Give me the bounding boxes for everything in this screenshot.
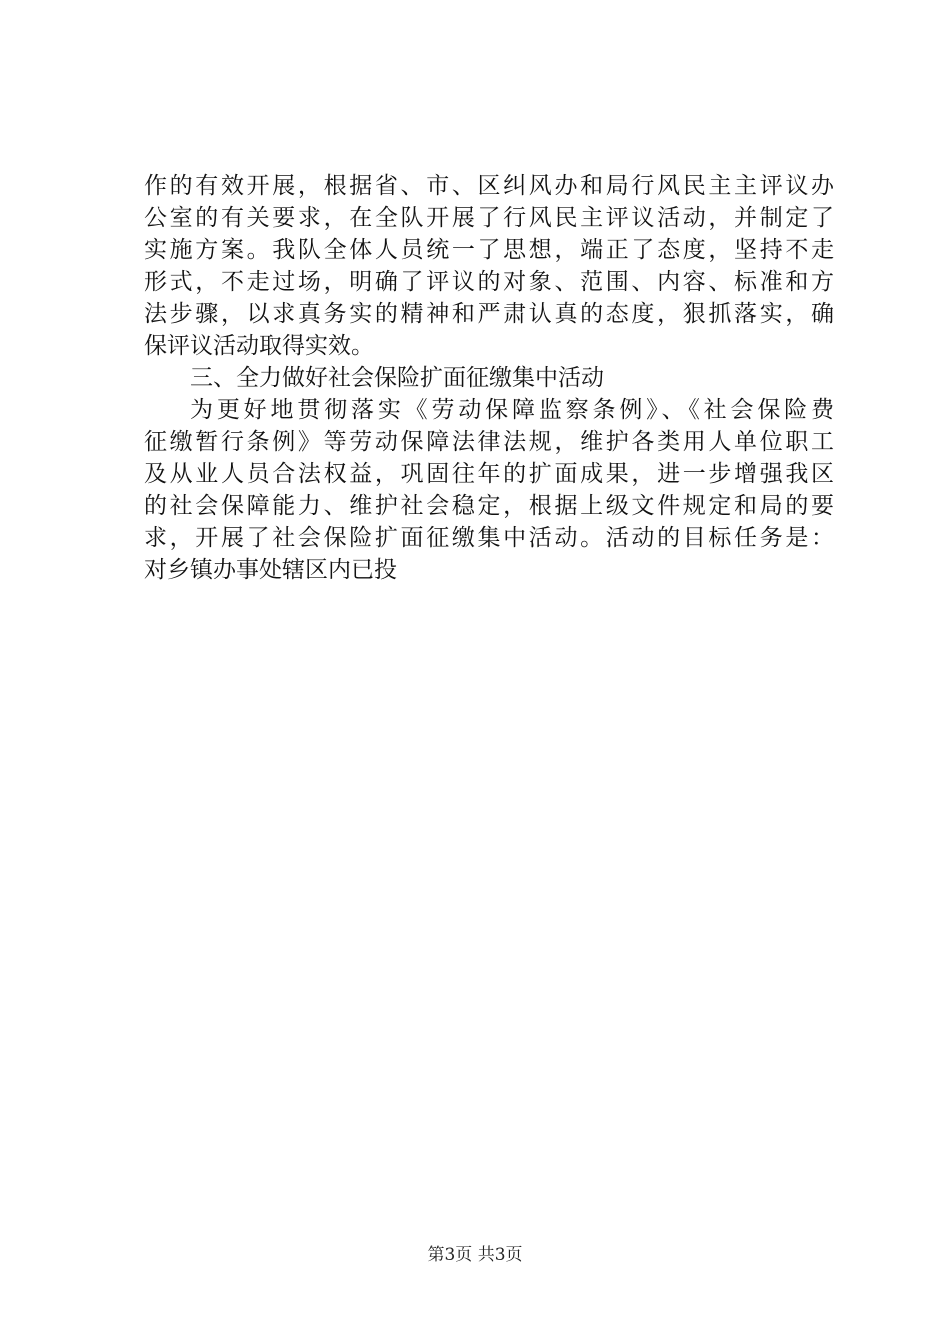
- paragraph-line: 征缴暂行条例》等劳动保障法律法规，维护各类用人单位职工: [144, 429, 834, 455]
- paragraph-line: 公室的有关要求，在全队开展了行风民主评议活动，并制定了: [144, 205, 834, 231]
- section-heading: 三、全力做好社会保险扩面征缴集中活动: [190, 365, 604, 391]
- paragraph-line: 求，开展了社会保险扩面征缴集中活动。活动的目标任务是：: [144, 525, 834, 551]
- paragraph-line: 对乡镇办事处辖区内已投: [144, 557, 397, 583]
- paragraph-line: 形式，不走过场，明确了评议的对象、范围、内容、标准和方: [144, 269, 834, 295]
- document-body: [144, 170, 834, 586]
- paragraph-line: 作的有效开展，根据省、市、区纠风办和局行风民主主评议办: [144, 173, 834, 199]
- paragraph-line: 及从业人员合法权益，巩固往年的扩面成果，进一步增强我区: [144, 461, 834, 487]
- paragraph-line: 的社会保障能力、维护社会稳定，根据上级文件规定和局的要: [144, 493, 834, 519]
- paragraph-line: 为更好地贯彻落实《劳动保障监察条例》、《社会保险费: [190, 397, 834, 423]
- page-number-footer: 第3页 共3页: [427, 1245, 523, 1265]
- paragraph-line: 法步骤，以求真务实的精神和严肃认真的态度，狠抓落实，确: [144, 301, 834, 327]
- paragraph-line: 保评议活动取得实效。: [144, 333, 374, 359]
- paragraph-line: 实施方案。我队全体人员统一了思想，端正了态度，坚持不走: [144, 237, 834, 263]
